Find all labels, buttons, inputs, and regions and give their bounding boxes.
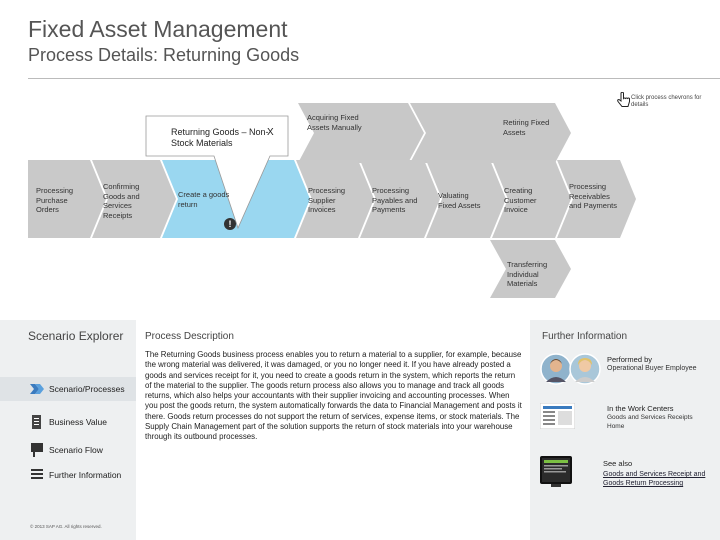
further-heading: Further Information [542, 331, 628, 342]
popup [146, 112, 288, 160]
explorer-item-label: Scenario Flow [49, 445, 103, 455]
avatar [540, 352, 602, 386]
chevron-label: Processing Supplier Invoices [308, 186, 346, 214]
hint-text: Click process chevrons for details [631, 95, 702, 108]
description-body: The Returning Goods business process enables you to return a material to a supplier, for example, because the wrong material was delivered, it was damaged, or you no longer need it. If you have already posted a goods and services receipt for it, you need to create a goods return in the system, which reports the return of the material to the supplier. The goods return process also allows you to manage and track all goods returns, which also helps your accountants with their supplier invoicing and accounting processes. When you post the goods return, the system automatically forwards the data to Financial Management and posts it there. Goods return processes do not support the return of services, expense items, or stock materials. The Supply Chain Management part of the solution supports the return of stock materials into your warehouse through its outbound processes. [145, 350, 522, 442]
document-icon [30, 415, 44, 429]
chevron-label: Retiring Fixed Assets [503, 118, 550, 137]
flag-icon [30, 443, 44, 457]
role-text: Operational Buyer Employee [607, 365, 697, 372]
explorer-item-scenario-flow[interactable] [30, 441, 103, 459]
popup-label: Returning Goods – Non-Stock Materials [171, 127, 269, 148]
close-icon[interactable]: X [267, 127, 274, 138]
work-center-icon [540, 403, 575, 429]
lines-icon [30, 468, 44, 482]
explorer-item-further-information[interactable] [30, 466, 121, 484]
explorer-item-scenario-processes[interactable] [30, 380, 125, 398]
work-centers-label: In the Work Centers [607, 404, 674, 413]
chevron-label: Create a goods return [178, 190, 230, 209]
chevron-label: Valuating Fixed Assets [438, 191, 481, 210]
chevron-label: Acquiring Fixed Assets Manually [307, 113, 362, 132]
chevron-label: Processing Purchase Orders [36, 186, 74, 214]
explorer-heading: Scenario Explorer [28, 329, 124, 343]
chevron-label: Processing Receivables and Payments [569, 182, 617, 210]
screen-icon [540, 456, 572, 488]
explorer-item-label: Business Value [49, 417, 107, 427]
description-heading: Process Description [145, 331, 234, 342]
explorer-item-label: Further Information [49, 470, 122, 480]
see-also-label: See also [603, 459, 633, 468]
see-also-link[interactable]: Goods and Services Receipt and Goods Return Processing [603, 471, 706, 487]
work-centers-text: Goods and Services Receipts Home [607, 414, 693, 430]
info-icon[interactable]: ! [224, 218, 236, 230]
copyright: © 2013 SAP AG. All rights reserved. [30, 524, 102, 529]
chevron-double-icon [30, 382, 44, 396]
chevron-label: Creating Customer Invoice [504, 186, 537, 214]
explorer-item-label: Scenario/Processes [49, 384, 125, 394]
chevron-label: Confirming Goods and Services Receipts [103, 182, 140, 220]
chevron-label: Transferring Individual Materials [507, 260, 548, 288]
chevron-label: Processing Payables and Payments [372, 186, 418, 214]
performed-by-label: Performed by [607, 355, 653, 364]
chevron-acquiring-fixed-assets[interactable] [298, 103, 424, 163]
page-title: Fixed Asset Management [28, 16, 288, 42]
explorer-item-business-value[interactable] [30, 413, 107, 431]
page-subtitle: Process Details: Returning Goods [28, 45, 300, 65]
